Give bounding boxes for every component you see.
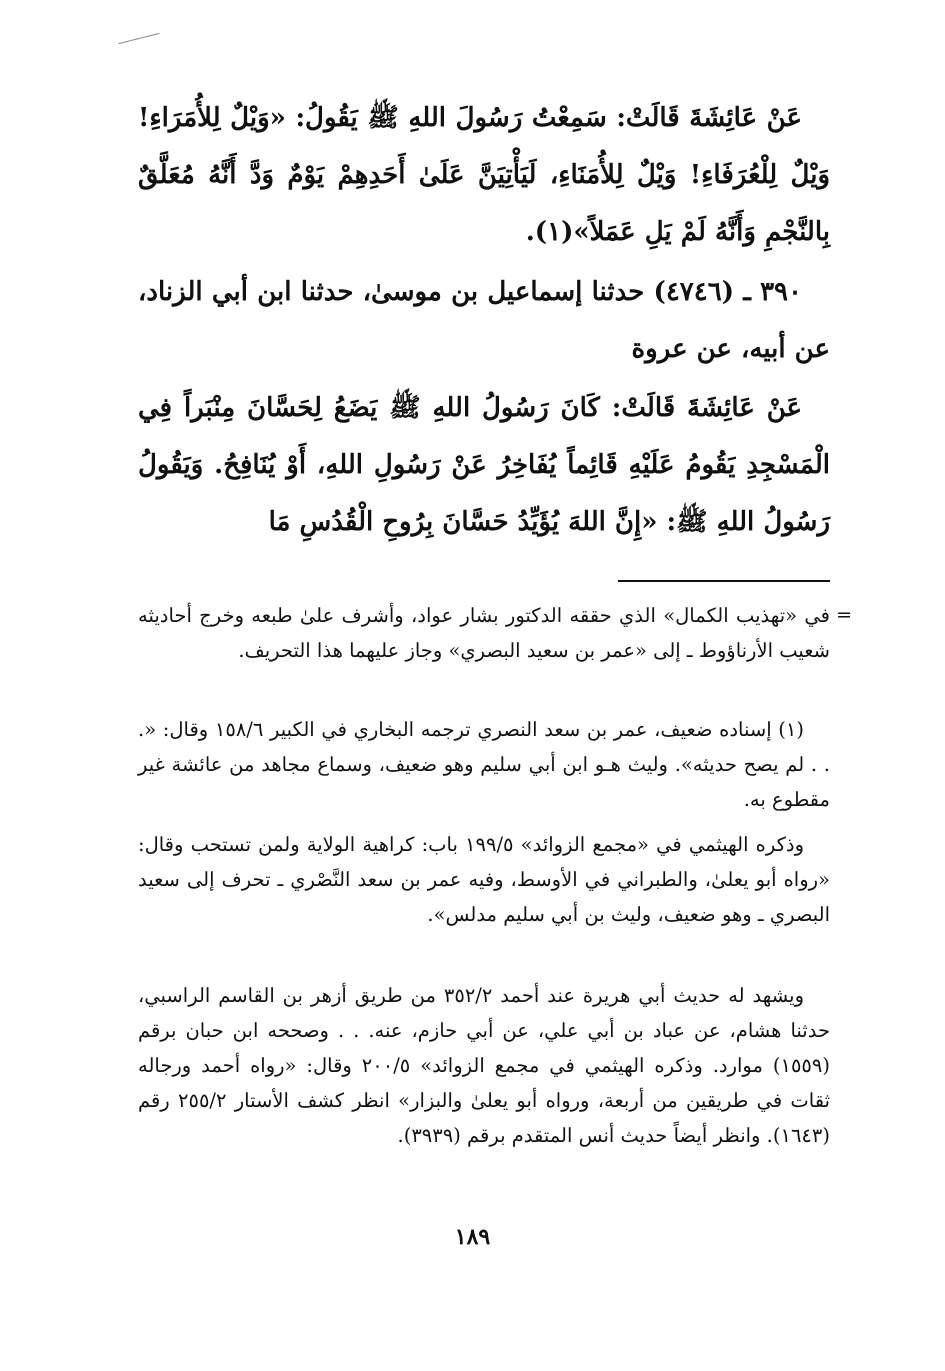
footnote-1-witness xyxy=(138,978,830,1153)
page-number: ١٨٩ xyxy=(454,1224,491,1250)
footnote-1-haythami xyxy=(138,827,830,932)
hadith-aisha-curse-leaders: عَنْ عَائِشَةَ قَالَتْ: سَمِعْتُ رَسُولَ اللهِ ﷺ يَقُولُ: «وَيْلٌ لِلأُمَرَاءِ! وَيْلٌ لِلْعُرَفَاءِ! وَيْلٌ لِلأُمَنَاءِ، لَيَأْتِيَنَّ عَلَىٰ أَحَدِهِمْ يَوْمٌ وَدَّ أَنَّهُ مُعَلَّقٌ بِالنَّجْمِ وَأَنَّهُ لَمْ يَلِ عَمَلاً»(١). xyxy=(138,103,830,247)
hadith-390-isnad: ٣٩٠ ـ (٤٧٤٦) حدثنا إسماعيل بن موسىٰ، حدثنا ابن أبي الزناد، عن أبيه، عن عروة xyxy=(138,277,830,364)
footnote-1 xyxy=(138,712,830,817)
footnote-1-witness-text: ويشهد له حديث أبي هريرة عند أحمد ٣٥٢/٢ من طريق أزهر بن القاسم الراسبي، حدثنا هشام، عن عباد بن أبي علي، عن أبي حازم، عنه. . . وصححه ابن حبان برقم (١٥٥٩) موارد. وذكره الهيثمي في مجمع الزوائد» ٢٠٠/٥ وقال: «رواه أحمد ورجاله ثقات في طريقين من أربعة، ورواه أبو يعلىٰ والبزار» انظر كشف الأستار ٢٥٥/٢ رقم (١٦٤٣). وانظر أيضاً حديث أنس المتقدم برقم (٣٩٣٩). xyxy=(138,984,831,1147)
hadith-matn xyxy=(138,380,830,551)
footnote-continued-text: في «تهذيب الكمال» الذي حققه الدكتور بشار عواد، وأشرف علىٰ طبعه وخرج أحاديثه شعيب الأرناؤوط ـ إلى «عمر بن سعيد البصري» وجاز عليهما هذا التحريف. xyxy=(138,604,830,662)
footnote-separator xyxy=(618,580,830,582)
footnote-continued xyxy=(138,598,852,668)
continuation-mark: = xyxy=(836,604,852,626)
hadith-text xyxy=(138,90,830,261)
footnote-1-haythami-text: وذكره الهيثمي في «مجمع الزوائد» ١٩٩/٥ باب: كراهية الولاية ولمن تستحب وقال: «رواه أبو يعلىٰ، والطبراني في الأوسط، وفيه عمر بن سعد النَّصْري ـ تحرف إلى سعيد البصري ـ وهو ضعيف، وليث بن أبي سليم مدلس». xyxy=(138,833,830,926)
scan-mark xyxy=(119,33,160,44)
footnote-1-text: (١) إسناده ضعيف، عمر بن سعد النصري ترجمه البخاري في الكبير ١٥٨/٦ وقال: «. . . لم يصح حديثه». وليث هـو ابن أبي سليم وهو ضعيف، وسماع مجاهد من عائشة غير مقطوع به. xyxy=(138,718,830,811)
hadith-390-matn: عَنْ عَائِشَةَ قَالَتْ: كَانَ رَسُولُ اللهِ ﷺ يَضَعُ لِحَسَّانَ مِنْبَراً فِي الْمَسْجِدِ يَقُومُ عَلَيْهِ قَائِماً يُفَاخِرُ عَنْ رَسُولِ اللهِ، أَوْ يُنَافِحُ. وَيَقُولُ رَسُولُ اللهِ ﷺ: «إِنَّ اللهَ يُؤَيِّدُ حَسَّانَ بِرُوحِ الْقُدُسِ مَا xyxy=(138,393,830,537)
hadith-isnad xyxy=(138,264,830,378)
